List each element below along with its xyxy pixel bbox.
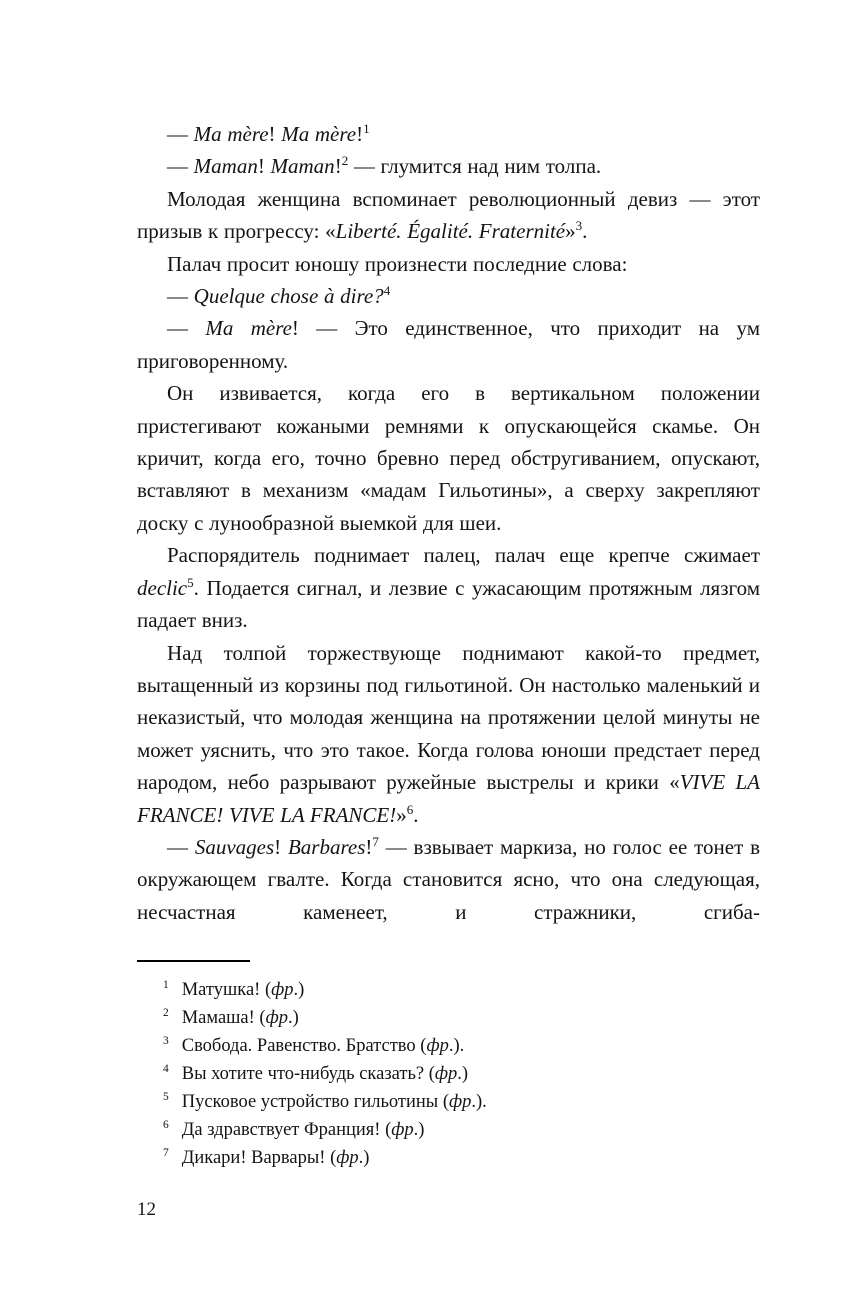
text-run: ! (257, 154, 271, 179)
text-run: — (167, 122, 194, 146)
footnote (137, 976, 760, 1004)
text-run: Матушка! ( (181, 980, 272, 1001)
paragraph (137, 183, 760, 248)
italic-run: declic (137, 575, 188, 600)
footnote (137, 1116, 760, 1144)
italic-run: Ma mère (205, 316, 292, 341)
text-run: ! (356, 122, 364, 146)
italic-run: Sauvages (194, 834, 275, 859)
text-run: ! (365, 834, 373, 859)
footnote-ref: 4 (383, 283, 391, 299)
footnote-number: 6 (163, 1119, 169, 1131)
text-run: Свобода. Равенство. Братство ( (181, 1036, 427, 1057)
text-run: Пусковое устройство гильотины ( (181, 1092, 449, 1113)
text-run: .) (358, 1148, 370, 1169)
text-run: . Подается сигнал, и лезвие с ужасающим протяжным лязгом падает вниз. (137, 575, 760, 633)
paragraph (137, 377, 760, 539)
text-run: ! (334, 154, 342, 179)
text-run: .) (413, 1120, 425, 1141)
text-run: — (167, 834, 195, 859)
footnote-number: 1 (163, 979, 169, 991)
paragraph (137, 118, 760, 150)
paragraph (137, 150, 760, 182)
paragraph (137, 539, 760, 636)
italic-run: фр (265, 1008, 288, 1029)
footnotes-list (137, 974, 760, 1172)
footnote-ref: 2 (341, 153, 349, 169)
text-run: — взвывает маркиза, но голос ее тонет в окружающем гвалте. Когда становится ясно, что она следующая, несчастная каменеет, и стражники, сгиба- (137, 834, 760, 924)
text-run: ! — Это единственное, что приходит на ум приговоренному. (137, 316, 760, 373)
italic-run: Liberté. Égalité. Fraternité (335, 219, 566, 244)
italic-run: Maman (193, 154, 258, 179)
paragraph (137, 312, 760, 377)
italic-run: VIVE LA FRANCE! VIVE LA FRANCE! (137, 770, 760, 827)
text-run: Молодая женщина вспоминает революционный девиз — этот призыв к прогрессу: « (137, 186, 760, 244)
italic-run: Quelque chose à dire? (193, 284, 384, 309)
text-run: — (167, 316, 206, 341)
text-run: . (413, 802, 419, 827)
text-run: .). (471, 1092, 487, 1113)
text-run: .) (293, 980, 305, 1001)
paragraph (137, 637, 760, 831)
text-run: Распорядитель поднимает палец, палач еще крепче сжимает (167, 543, 760, 568)
italic-run: фр (336, 1148, 359, 1169)
footnote-ref: 7 (372, 833, 379, 849)
text-run: Над толпой торжествующе поднимают какой-то предмет, вытащенный из корзины под гильотиной. Он настолько маленький и неказистый, что молодая женщина на протяжении целой минуты не может уяснить, что это такое. Когда голова юноши предстает перед народом, небо разрывают ружейные выстрелы и крики « (137, 640, 760, 795)
text-run: ! (274, 834, 288, 859)
italic-run: Ma mère (193, 122, 269, 146)
italic-run: фр (271, 980, 294, 1001)
footnote-separator (137, 960, 250, 962)
italic-run: Maman (270, 154, 335, 179)
text-run: .). (448, 1036, 465, 1057)
text-run: Да здравствует Франция! ( (181, 1120, 392, 1141)
text-run: — (167, 154, 194, 179)
italic-run: Barbares (287, 834, 366, 859)
text-run: Мамаша! ( (181, 1008, 266, 1029)
footnote-number: 3 (163, 1035, 169, 1047)
footnote (137, 1060, 760, 1088)
text-run: — (167, 284, 194, 309)
text-run: . (582, 219, 588, 244)
italic-run: фр (434, 1064, 458, 1085)
footnote-ref: 1 (363, 121, 370, 136)
footnote-number: 4 (163, 1063, 169, 1075)
text-run: Он извивается, когда его в вертикальном положении пристегивают кожаными ремнями к опускающейся скамье. Он кричит, когда его, точно бревно перед обстругиванием, опускают, вставляют в механизм «мадам Гильотины», а сверху закрепляют доску с лунообразной выемкой для шеи. (137, 381, 760, 535)
footnote (137, 1088, 760, 1116)
body-text (137, 118, 760, 928)
text-run: » (396, 802, 407, 827)
text-run: Вы хотите что-нибудь сказать? ( (181, 1064, 435, 1085)
italic-run: Ma mère (281, 122, 357, 146)
footnote-ref: 5 (187, 574, 194, 590)
paragraph (137, 280, 760, 312)
text-run: Дикари! Варвары! ( (181, 1148, 337, 1169)
text-run: .) (287, 1008, 299, 1029)
footnote (137, 1004, 760, 1032)
text-run: — глумится над ним толпа. (348, 154, 602, 179)
footnote (137, 1032, 760, 1060)
text-run: » (565, 219, 576, 244)
italic-run: фр (391, 1120, 414, 1141)
footnote-ref: 6 (406, 801, 414, 817)
text-run: ! (268, 122, 282, 146)
italic-run: фр (449, 1092, 472, 1113)
paragraph (137, 248, 760, 280)
footnote-ref: 3 (575, 218, 583, 234)
footnote (137, 1144, 760, 1172)
paragraph (137, 831, 760, 928)
footnote-number: 5 (163, 1091, 169, 1103)
text-run: Палач просит юношу произнести последние слова: (167, 251, 628, 276)
footnote-number: 2 (163, 1007, 169, 1019)
footnote-number: 7 (163, 1147, 169, 1159)
italic-run: фр (426, 1036, 449, 1057)
page-number: 12 (137, 1199, 156, 1221)
text-run: .) (457, 1064, 469, 1085)
